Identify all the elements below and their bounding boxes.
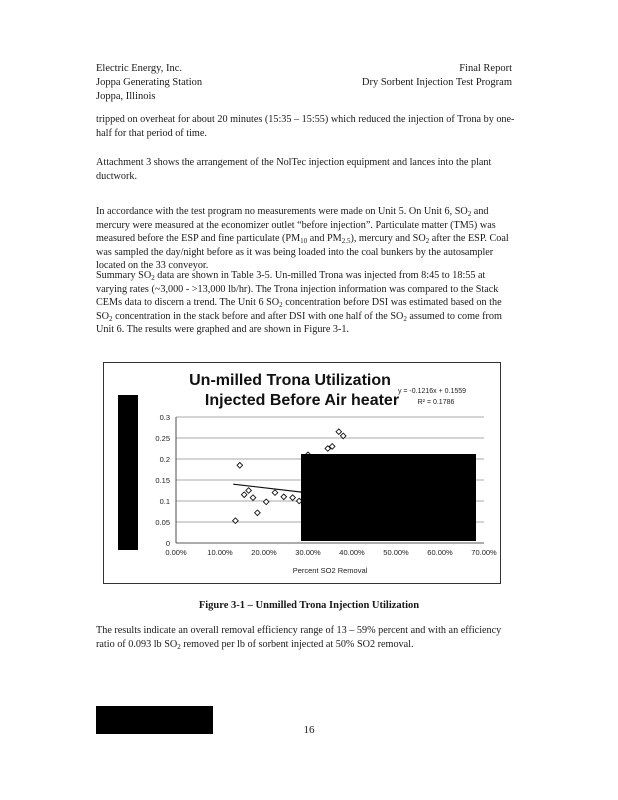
paragraph-2: Attachment 3 shows the arrangement of the NolTec injection equipment and lances into the plant ductwork. (96, 157, 492, 182)
program-name: Dry Sorbent Injection Test Program (361, 77, 512, 88)
chart-container (103, 362, 501, 584)
x-tick-label: 0.00% (165, 548, 187, 557)
data-point (246, 488, 252, 494)
chart-title-line2: Injected Before Air heater (204, 392, 400, 409)
y-tick-label: 0.15 (155, 476, 170, 485)
data-point (336, 429, 342, 435)
report-type: Final Report (459, 63, 512, 74)
x-tick-label: 60.00% (427, 548, 453, 557)
page-number: 16 (303, 724, 315, 736)
paragraph-3: In accordance with the test program no measurements were made on Unit 5. On Unit 6, $SO_2$ and mercury were measured at the economizer outlet “before injection”. Particulate matter (TM5) was measured before the ESP and fine particulate ($PM_{10}$ and $PM_{2.5}$), mercury and $SO_2$ after the ESP. Coal was sampled the day/night before as it was being loaded into the coal bunkers by the autosampler located on the 33 conveyor. (96, 206, 509, 272)
y-tick-label: 0 (165, 539, 170, 548)
data-point (255, 510, 261, 516)
paragraph-1: tripped on overheat for about 20 minutes (15:35 – 15:55) which reduced the injection of Trona by one-half for that period of time. (96, 114, 515, 139)
y-tick-label: 0.2 (159, 455, 170, 464)
data-point (241, 492, 247, 498)
y-tick-label: 0.3 (159, 413, 170, 422)
paragraph-4: Summary $SO_2$ data are shown in Table 3-5. Un-milled Trona was injected from 8:45 to 18:55 at varying rates (~3,000 - >13,000 lb/hr). The Trona injection information was compared to the Stack CEMs data to discern a trend. The Unit 6 $SO_2$ concentration before DSI was estimated based on the $SO_2$ concentration in the stack before and after DSI with one half of the $SO_2$ assumed to come from Unit 6. The results were graphed and are shown in Figure 3-1. (96, 270, 502, 336)
location: Joppa, Illinois (96, 91, 156, 102)
r-squared: R² = 0.1786 (417, 399, 455, 406)
data-point (290, 495, 296, 501)
y-tick-labels (155, 413, 170, 548)
figure-caption: Figure 3-1 – Unmilled Trona Injection Utilization (198, 600, 420, 611)
data-point (263, 499, 269, 505)
paragraph-5: The results indicate an overall removal efficiency range of 13 – 59% percent and with an efficiency ratio of 0.093 lb $SO_2$ removed per lb of sorbent injected at 50% SO2 removal. (96, 625, 502, 651)
y-tick-label: 0.1 (159, 497, 170, 506)
company-name: Electric Energy, Inc. (96, 63, 182, 74)
redaction-left (118, 395, 138, 550)
x-tick-label: 50.00% (383, 548, 409, 557)
station-name: Joppa Generating Station (96, 77, 203, 88)
data-point (233, 518, 239, 524)
data-point (272, 490, 278, 496)
x-tick-label: 30.00% (295, 548, 321, 557)
data-point (281, 494, 287, 500)
data-point (250, 495, 256, 501)
y-tick-label: 0.05 (155, 518, 170, 527)
header-left (96, 62, 202, 104)
x-tick-label: 20.00% (251, 548, 277, 557)
x-tick-label: 40.00% (339, 548, 365, 557)
data-point (237, 463, 243, 469)
redaction-chart (301, 454, 476, 541)
trendline-equation: y = -0.1216x + 0.1559 (397, 388, 467, 395)
header-right (362, 62, 512, 90)
chart-title-line1: Un-milled Trona Utilization (189, 372, 391, 389)
y-tick-label: 0.25 (155, 434, 170, 443)
x-tick-label: 70.00% (471, 548, 497, 557)
x-tick-label: 10.00% (207, 548, 233, 557)
x-axis-label: Percent SO2 Removal (292, 566, 368, 575)
x-tick-labels (165, 548, 497, 557)
scatter-chart (104, 363, 500, 583)
